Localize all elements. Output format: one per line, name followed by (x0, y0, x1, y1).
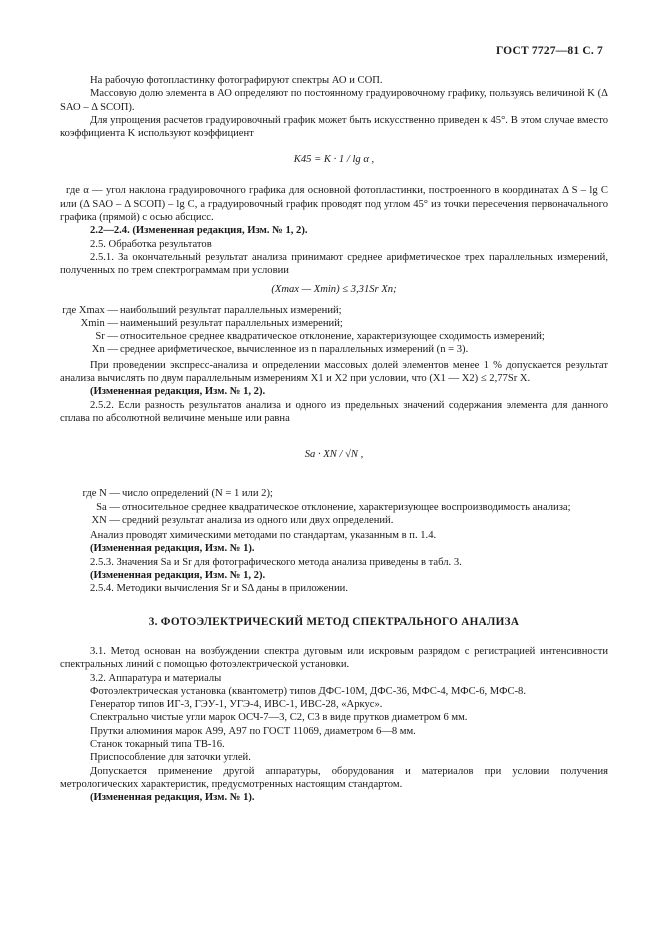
section3-item-1: Фотоэлектрическая установка (квантометр) типов ДФС-10М, ДФС-36, МФС-4, МФС-6, МФС-8. (90, 685, 526, 697)
section3-item-4: Прутки алюминия марок А99, А97 по ГОСТ 11069, диаметром 6—8 мм. (90, 725, 416, 737)
definition-text: относительное среднее квадратическое отклонение, характеризующее воспроизводимость анализа; (122, 501, 571, 513)
formula-reproducibility-text: Sa · XN / √N , (304, 449, 364, 461)
formula-k45-text: K45 = K · 1 / lg α , (293, 154, 375, 166)
section3-paragraph-1: 3.1. Метод основан на возбуждении спектра дуговым или искровым разрядом с регистрацией интенсивности спектральных линий с помощью фотоэлектрической установки. (60, 645, 608, 671)
definition-text: наибольший результат параллельных измерений; (120, 304, 342, 316)
definition-row (60, 317, 608, 330)
amendment-note-5: (Измененная редакция, Изм. № 1). (90, 792, 255, 804)
paragraph-p13: 2.5.3. Значения Sa и Sr для фотографического метода анализа приведены в табл. 3. (90, 556, 462, 568)
section3-item-3: Спектрально чистые угли марок ОСЧ-7—3, С2, С3 в виде прутков диаметром 6 мм. (90, 712, 468, 724)
definition-symbol: где N — (82, 488, 120, 500)
page-body (60, 74, 608, 804)
section3-paragraph-2: Допускается применение другой аппаратуры, оборудования и материалов при условии получения метрологических характеристик, предусмотренных настоящим стандартом. (60, 765, 608, 790)
amendment-note-1: 2.2—2.4. (Измененная редакция, Изм. № 1, 2). (90, 225, 308, 237)
definition-row (70, 501, 608, 514)
definition-text: среднее арифметическое, вычисленное из n параллельных измерений (n = 3). (120, 344, 469, 356)
paragraph-p15: 2.5.4. Методики вычисления Sr и SΔ даны в приложении. (90, 583, 348, 595)
definition-text: наименьший результат параллельных измерений; (120, 317, 343, 329)
definition-list-2 (60, 487, 608, 527)
section3-item-5: Станок токарный типа ТВ-16. (90, 738, 225, 750)
definition-text: число определений (N = 1 или 2); (122, 488, 273, 500)
definition-symbol: Sr — (95, 331, 118, 343)
section-3-title: 3. ФОТОЭЛЕКТРИЧЕСКИЙ МЕТОД СПЕКТРАЛЬНОГО АНАЛИЗА (148, 615, 520, 628)
definition-text: относительное среднее квадратическое отклонение, характеризующее сходимость измерений; (120, 331, 545, 343)
paragraph-p2: Массовую долю элемента в АО определяют по постоянному градуировочному графику, пользуясь величиной K (Δ SАО – Δ SСОП). (60, 88, 608, 113)
formula-k45 (60, 143, 608, 181)
definition-symbol: где Xmax — (62, 304, 118, 316)
paragraph-p3: Для упрощения расчетов градуировочный график может быть искусственно приведен к 45°. В этом случае вместо коэффициента K используют коэффициент (60, 114, 608, 140)
paragraph-p1: На рабочую фотопластинку фотографируют спектры АО и СОП. (90, 75, 383, 86)
section3-heading-3-2: 3.2. Аппаратура и материалы (90, 672, 222, 684)
running-head: ГОСТ 7727—81 С. 7 (495, 45, 603, 57)
section3-item-2: Генератор типов ИГ-3, ГЭУ-1, УГЭ-4, ИВС-1, ИВС-28, «Аркус». (90, 699, 383, 711)
paragraph-p4: где α — угол наклона градуировочного графика для основной фотопластинки, построенного в координатах Δ S – lg C или (Δ SАО – Δ SСОП) – lg C, а градуировочный график проводят под углом 45° из точки пересечения первоначального графика (прямой) с осью абсцисс. (60, 185, 608, 224)
definition-row (60, 304, 608, 317)
paragraph-p8: При проведении экспресс-анализа и определении массовых долей элементов менее 1 % допускается результат анализа вычислять по двум параллельным измерениям X1 и X2 при условии, что (X1 — X2) ≤ 2,77Sr X. (60, 359, 608, 385)
definition-list-1 (60, 304, 608, 357)
definition-symbol: Sa — (96, 501, 120, 513)
definition-row (70, 514, 608, 527)
amendment-note-2: (Измененная редакция, Изм. № 1, 2). (90, 386, 266, 398)
formula-reproducibility (60, 428, 608, 484)
section3-item-6: Приспособление для заточки углей. (90, 752, 251, 764)
amendment-note-4: (Измененная редакция, Изм. № 1, 2). (90, 570, 266, 582)
paragraph-p11: Анализ проводят химическими методами по стандартам, указанным в п. 1.4. (90, 530, 437, 542)
definition-text: средний результат анализа из одного или двух определений. (122, 514, 394, 526)
definition-symbol: Xmin — (80, 317, 118, 329)
definition-row (70, 487, 608, 500)
amendment-note-3: (Измененная редакция, Изм. № 1). (90, 543, 255, 555)
paragraph-p7: 2.5.1. За окончательный результат анализа принимают среднее арифметическое трех параллельных измерений, полученных по трем спектрограммам при условии (60, 251, 608, 277)
subsection-heading-2-5: 2.5. Обработка результатов (90, 238, 212, 250)
formula-convergence: (Xmax — Xmin) ≤ 3,31Sr Xn; (271, 283, 397, 295)
definition-row (60, 343, 608, 356)
definition-symbol: XN — (91, 514, 120, 526)
definition-row (60, 330, 608, 343)
definition-symbol: Xn — (91, 344, 118, 356)
paragraph-p10: 2.5.2. Если разность результатов анализа и одного из предельных значений содержания элемента для данного сплава по абсолютной величине меньше или равна (60, 399, 608, 424)
